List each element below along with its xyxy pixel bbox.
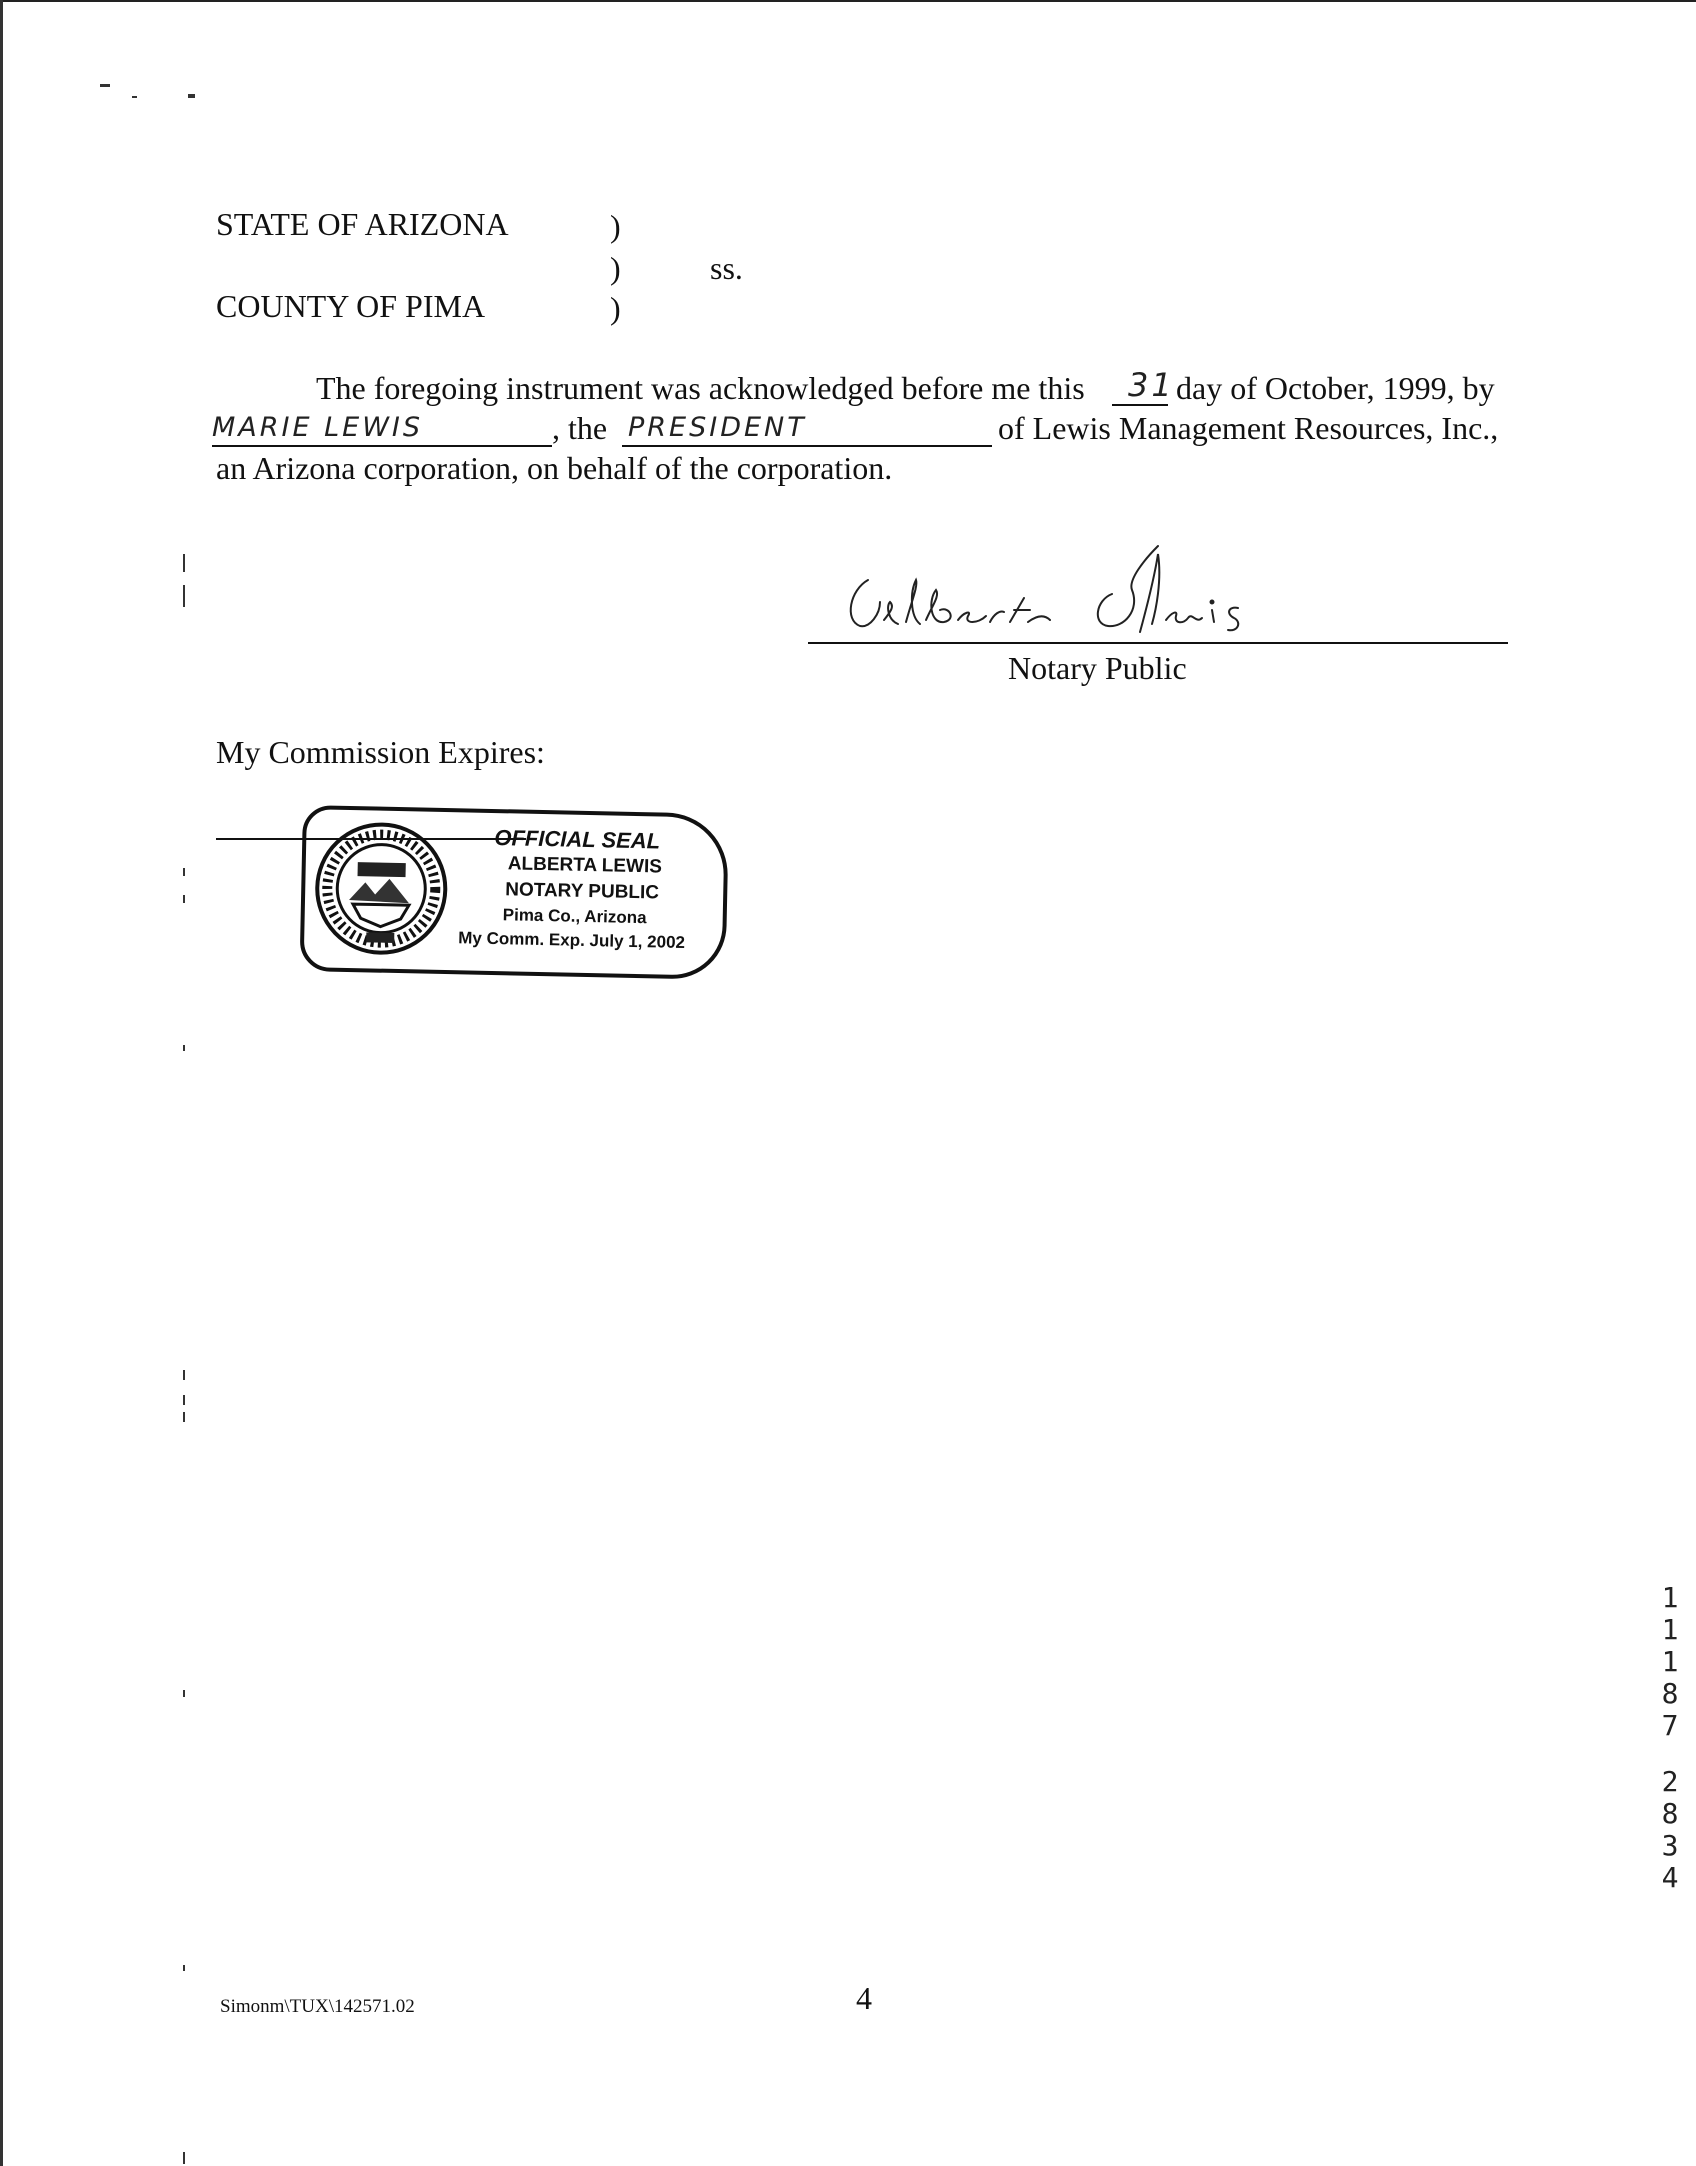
official-seal	[299, 805, 727, 992]
ss-label: ss.	[710, 250, 743, 286]
scan-speck	[183, 1370, 185, 1380]
title-blank	[622, 445, 992, 447]
scan-speck	[132, 96, 137, 98]
state-seal-emblem	[312, 819, 451, 958]
signature-caption: Notary Public	[1008, 650, 1187, 686]
day-blank	[1112, 404, 1168, 406]
name-blank	[212, 445, 552, 447]
ack-after-day: day of October, 1999, by	[1176, 370, 1495, 406]
notary-signature	[840, 540, 1300, 650]
seal-role: NOTARY PUBLIC	[505, 879, 660, 904]
paren-2: )	[610, 250, 621, 286]
seal-county: Pima Co., Arizona	[502, 905, 647, 928]
ack-the: , the	[552, 410, 608, 446]
seal-expiry: My Comm. Exp. July 1, 2002	[458, 928, 686, 953]
seal-title: OFFICIAL SEAL	[494, 825, 661, 854]
day-handwritten: 31	[1128, 366, 1175, 404]
margin-stamp-digits: 1 1 1 8 7 2 8 3 4	[1661, 1581, 1679, 1894]
ack-lead: The foregoing instrument was acknowledged before me this	[316, 370, 1085, 406]
scan-speck	[183, 585, 185, 607]
margin-stamp	[1650, 1582, 1690, 1894]
paren-3: )	[610, 290, 621, 326]
footer-file-ref: Simonm\TUX\142571.02	[220, 1996, 415, 2017]
scan-speck	[183, 2152, 185, 2164]
scan-speck	[183, 868, 185, 876]
scan-speck	[183, 1690, 185, 1697]
commission-label: My Commission Expires:	[216, 734, 545, 770]
scan-speck	[183, 895, 185, 903]
scan-left-edge	[0, 0, 3, 2166]
name-handwritten: MARIE LEWIS	[212, 412, 424, 443]
seal-name: ALBERTA LEWIS	[507, 853, 663, 878]
scan-speck	[183, 554, 185, 572]
ack-last-line: an Arizona corporation, on behalf of the corporation.	[216, 450, 893, 486]
page-number: 4	[856, 1980, 872, 2016]
scan-speck	[183, 1045, 185, 1051]
scan-top-edge	[0, 0, 1696, 2]
paren-1: )	[610, 208, 621, 244]
scan-speck	[188, 94, 195, 98]
scan-speck	[183, 1965, 185, 1971]
scan-speck	[183, 1395, 185, 1405]
ack-company: of Lewis Management Resources, Inc.,	[998, 410, 1499, 446]
county-label: COUNTY OF PIMA	[216, 288, 486, 324]
scan-speck	[100, 84, 110, 87]
state-label: STATE OF ARIZONA	[216, 206, 509, 242]
signature-line	[808, 642, 1508, 644]
title-handwritten: PRESIDENT	[628, 412, 807, 443]
scan-speck	[183, 1412, 185, 1422]
